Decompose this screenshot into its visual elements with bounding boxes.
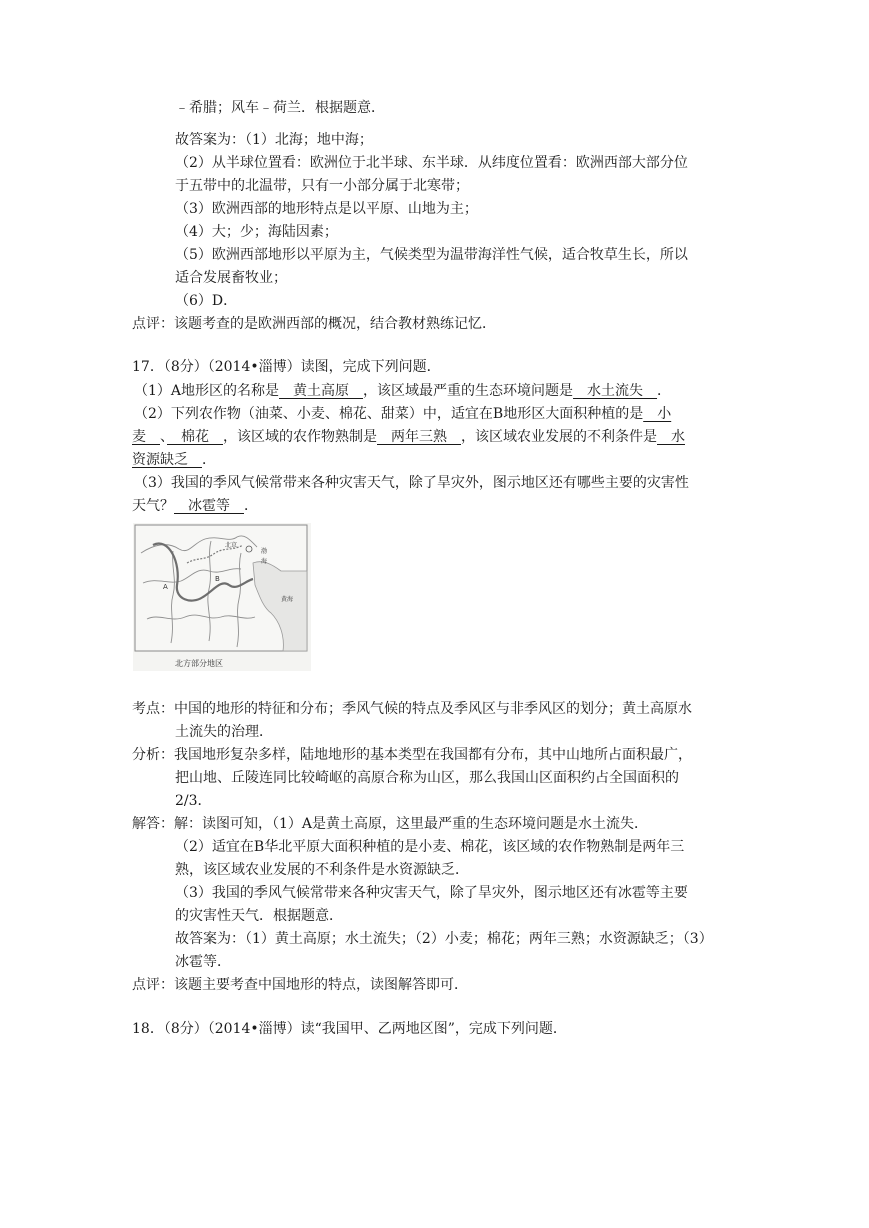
map-label-b: B [215, 575, 220, 583]
answer-blank: 两年三熟 [377, 429, 461, 445]
fenxi-line: 2/3． [175, 793, 212, 809]
text: 、 [160, 429, 167, 445]
answer-line: 于五带中的北温带，只有一小部分属于北寒带； [175, 178, 469, 194]
map-graphic [133, 523, 311, 671]
text: ． [244, 498, 258, 514]
jieda-line: 冰雹等． [175, 954, 231, 970]
answer-line: （2）从半球位置看：欧洲位于北半球、东半球．从纬度位置看：欧洲西部大部分位 [175, 155, 688, 171]
comment-line: 点评：该题考查的是欧洲西部的概况，结合教材熟练记忆． [132, 316, 496, 332]
jieda-line: （2）适宜在B华北平原大面积种植的是小麦、棉花，该区域的农作物熟制是两年三 [175, 839, 685, 855]
question-17-part-1 [134, 380, 671, 402]
comment-line: 点评：该题主要考查中国地形的特点，读图解答即可． [132, 977, 468, 993]
map-label-city: 北京 [225, 542, 238, 549]
north-china-map [133, 523, 311, 671]
map-label-sea1b: 海 [261, 558, 268, 565]
fenxi-line: 分析：我国地形复杂多样，陆地地形的基本类型在我国都有分布，其中山地所占面积最广， [132, 747, 692, 763]
answer-line: ﹣希腊；风车﹣荷兰．根据题意． [175, 100, 385, 116]
answer-blank: 小 [643, 406, 672, 422]
answer-blank: 水 [657, 429, 685, 445]
answer-blank: 麦 [132, 429, 160, 445]
answer-blank: 棉花 [167, 429, 223, 445]
answer-line: （4）大；少；海陆因素； [175, 224, 338, 240]
text: （2）下列农作物（油菜、小麦、棉花、甜菜）中，适宜在B地形区大面积种植的是 [134, 406, 644, 422]
answer-blank: 资源缺乏 [132, 452, 202, 468]
jieda-line: 的灾害性天气．根据题意． [175, 908, 343, 924]
question-18-header: 18．（8分）（2014•淄博）读“我国甲、乙两地区图”，完成下列问题． [132, 1021, 567, 1037]
map-label-a: A [163, 583, 168, 591]
jieda-line: 解答：解：读图可知，（1）A是黄土高原，这里最严重的生态环境问题是水土流失． [132, 816, 649, 832]
question-17-part-2-cont [132, 426, 685, 448]
text: ，该区域农业发展的不利条件是 [461, 429, 657, 445]
answer-blank: 水土流失 [573, 383, 658, 399]
text: ． [657, 383, 672, 399]
text: 天气？ [132, 498, 174, 514]
question-17-part-2-end [132, 449, 216, 471]
answer-blank: 黄土高原 [279, 383, 364, 399]
jieda-line: 故答案为：（1）黄土高原；水土流失；（2）小麦；棉花；两年三熟；水资源缺乏；（3） [175, 931, 713, 947]
answer-line: 适合发展畜牧业； [175, 270, 287, 286]
question-17-part-2 [134, 403, 671, 425]
map-label-sea1: 渤 [261, 548, 268, 555]
map-caption: 北方部分地区 [175, 659, 223, 668]
text: ，该区域最严重的生态环境问题是 [363, 383, 574, 399]
jieda-line: 熟，该区域农业发展的不利条件是水资源缺乏． [175, 862, 469, 878]
kaodian-line: 考点：中国的地形的特征和分布；季风气候的特点及季风区与非季风区的划分；黄土高原水 [132, 701, 692, 717]
answer-line: （3）欧洲西部的地形特点是以平原、山地为主； [175, 201, 478, 217]
map-label-sea2: 黄海 [281, 596, 294, 603]
text: ，该区域的农作物熟制是 [223, 429, 377, 445]
question-17-part-3: （3）我国的季风气候常带来各种灾害天气，除了旱灾外，图示地区还有哪些主要的灾害性 [134, 475, 689, 491]
answer-line: 故答案为：（1）北海；地中海； [175, 132, 373, 148]
fenxi-line: 把山地、丘陵连同比较崎岖的高原合称为山区，那么我国山区面积约占全国面积的 [175, 770, 679, 786]
answer-line: （6）D． [175, 293, 238, 309]
question-17-header: 17．（8分）（2014•淄博）读图，完成下列问题． [132, 359, 441, 375]
text: ． [202, 452, 216, 468]
answer-blank: 冰雹等 [174, 498, 244, 514]
jieda-line: （3）我国的季风气候常带来各种灾害天气，除了旱灾外，图示地区还有冰雹等主要 [175, 885, 688, 901]
answer-line: （5）欧洲西部地形以平原为主，气候类型为温带海洋性气候，适合牧草生长，所以 [175, 247, 688, 263]
text: （1）A地形区的名称是 [134, 383, 280, 399]
kaodian-line: 土流失的治理． [175, 724, 273, 740]
question-17-part-3-cont [132, 495, 258, 517]
